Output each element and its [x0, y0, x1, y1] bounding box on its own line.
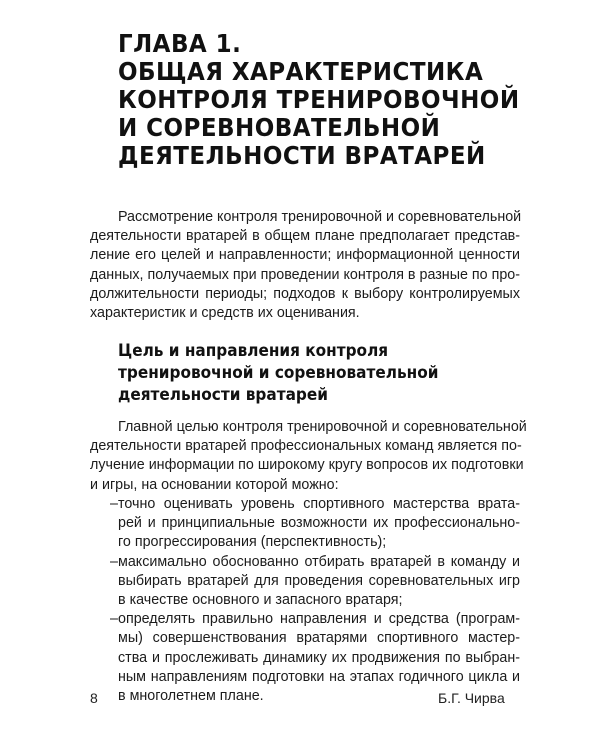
text-line: и игры, на основании которой можно: — [90, 476, 339, 493]
chapter-title — [118, 30, 523, 170]
dash-marker: – — [110, 496, 118, 512]
text-line: характеристик и средств их оценивания. — [90, 305, 360, 322]
body-paragraph — [90, 418, 527, 495]
text-line: в многолетнем плане. — [118, 688, 264, 705]
chapter-title-line: КОНТРОЛЯ ТРЕНИРОВОЧНОЙ — [118, 85, 520, 114]
text-line: ства и прослеживать динамику их продвижения по выбран- — [118, 649, 520, 666]
chapter-title-line: И СОРЕВНОВАТЕЛЬНОЙ — [118, 113, 441, 142]
dash-marker: – — [110, 611, 118, 628]
text-line: в качестве основного и запасного вратаря; — [118, 592, 403, 609]
chapter-title-line: ГЛАВА 1. — [118, 29, 242, 58]
text-line: деятельности вратарей профессиональных команд является по- — [90, 438, 522, 455]
section-heading-line: деятельности вратарей — [118, 385, 328, 405]
running-footer-author: Б.Г. Чирва — [438, 690, 505, 706]
list-item — [90, 495, 520, 553]
text-line: деятельности вратарей в общем плане предполагает представ- — [90, 228, 520, 245]
chapter-title-line: ДЕЯТЕЛЬНОСТИ ВРАТАРЕЙ — [118, 141, 486, 170]
section-heading-line: Цель и направления контроля — [118, 341, 389, 361]
text-line: Рассмотрение контроля тренировочной и соревновательной — [118, 209, 522, 225]
bullet-list — [90, 495, 520, 706]
section-heading-line: тренировочной и соревновательной — [118, 363, 439, 383]
text-line: лучение информации по широкому кругу вопросов их подготовки — [90, 457, 524, 474]
list-item — [90, 553, 520, 611]
text-line: мы) совершенствования вратарями спортивного мастер- — [118, 630, 520, 647]
text-line: данных, получаемых при проведении контроля в разные по про- — [90, 266, 520, 283]
intro-paragraph — [90, 208, 520, 323]
text-line: ление его целей и направленности; информационной ценности — [90, 247, 520, 264]
text-line: го прогрессирования (перспективность); — [118, 534, 387, 551]
page-number: 8 — [90, 690, 98, 706]
text-line: максимально обоснованно отбирать вратарей в команду и — [118, 553, 520, 570]
dash-marker: – — [110, 553, 118, 570]
text-line: рей и принципиальные возможности их профессионально- — [118, 515, 520, 532]
text-line: точно оценивать уровень спортивного мастерства врата- — [118, 496, 520, 512]
text-line: ным направлениям подготовки на этапах годичного цикла и — [118, 668, 520, 685]
text-line: должительности периоды; подходов к выбору контролируемых — [90, 285, 520, 302]
text-line: Главной целью контроля тренировочной и соревновательной — [118, 419, 527, 435]
text-line: определять правильно направления и средства (програм- — [118, 611, 520, 628]
chapter-title-line: ОБЩАЯ ХАРАКТЕРИСТИКА — [118, 57, 484, 86]
section-heading — [118, 340, 478, 406]
text-line: выбирать вратарей для проведения соревновательных игр — [118, 572, 520, 589]
